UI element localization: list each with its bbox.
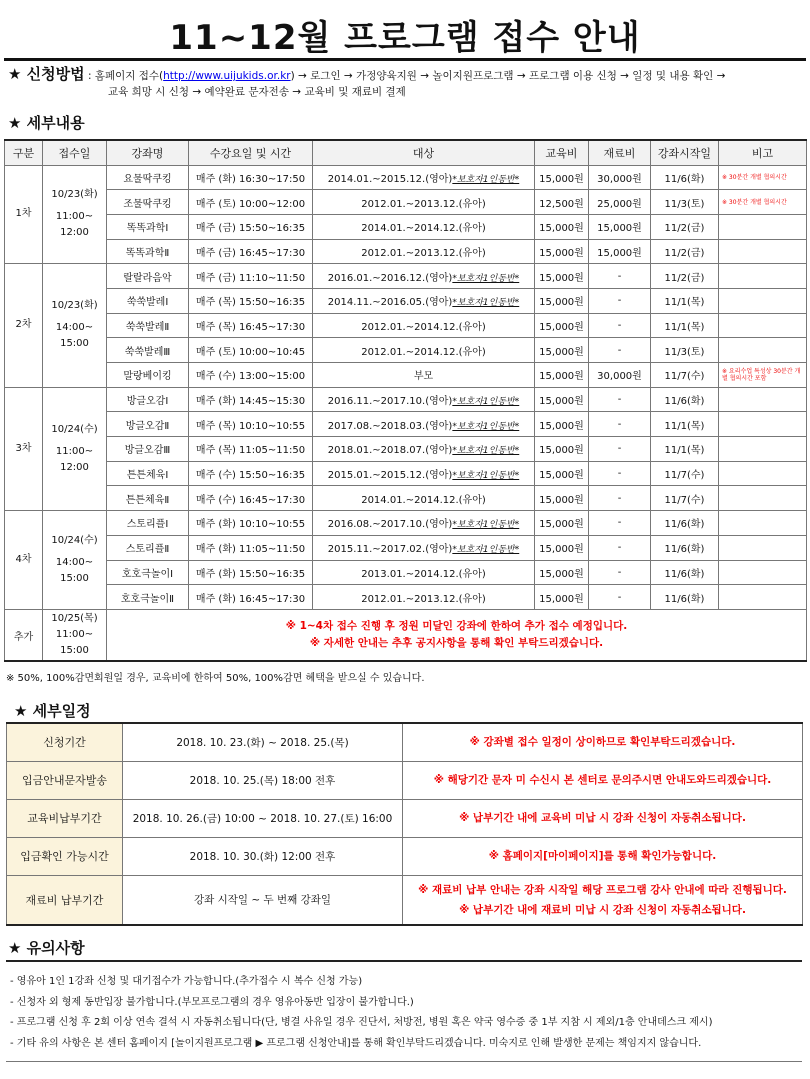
- target-text: 2016.01.~2016.12.(영아): [327, 272, 453, 284]
- guardian-note: *보호자1인동반*: [452, 520, 520, 531]
- target-cell: [313, 239, 535, 264]
- detail-header-cell: 강좌시작일: [651, 140, 719, 165]
- extra-row: [5, 609, 807, 661]
- target-cell: [313, 511, 535, 536]
- guardian-note: *보호자1인동반*: [452, 174, 520, 185]
- extra-notice-line2: ※ 자세한 안내는 추후 공지사항을 통해 확인 부탁드리겠습니다.: [309, 637, 604, 650]
- application-method: [8, 66, 808, 100]
- notes-divider: [6, 960, 802, 962]
- schedule-note: [403, 761, 803, 799]
- registration-time-to: 15:00: [60, 645, 89, 657]
- start-date-cell: 11/1(목): [651, 288, 719, 313]
- fee-cell: 15,000원: [535, 412, 589, 437]
- registration-time-to: 15:00: [60, 573, 89, 584]
- schedule-label: 교육비납부기간: [7, 799, 123, 837]
- table-row: [5, 387, 807, 412]
- course-name-cell: 똑똑과학Ⅱ: [107, 239, 189, 264]
- course-name-cell: 쑥쑥발레Ⅰ: [107, 288, 189, 313]
- schedule-value: 2018. 10. 25.(목) 18:00 전후: [123, 761, 403, 799]
- schedule-cell: 매주 (수) 15:50~16:35: [189, 461, 313, 486]
- schedule-note-line1: ※ 납부기간 내에 교육비 미납 시 강좌 신청이 자동취소됩니다.: [459, 812, 746, 824]
- schedule-cell: 매주 (화) 14:45~15:30: [189, 387, 313, 412]
- schedule-note-line1: ※ 해당기간 문자 미 수신시 본 센터로 문의주시면 안내도와드리겠습니다.: [433, 774, 772, 786]
- registration-date: 10/23(화): [51, 189, 98, 201]
- fee-cell: 15,000원: [535, 313, 589, 338]
- target-cell: [313, 165, 535, 190]
- remark-cell: [719, 387, 807, 412]
- schedule-cell: 매주 (수) 13:00~15:00: [189, 363, 313, 388]
- notes-list: [10, 972, 805, 1054]
- target-cell: [313, 190, 535, 215]
- title-divider: [4, 58, 806, 61]
- material-fee-cell: -: [589, 412, 651, 437]
- material-fee-cell: -: [589, 264, 651, 289]
- method-text-line2: 교육 희망 시 신청 → 예약완료 문자전송 → 교육비 및 재료비 결제: [108, 86, 406, 98]
- detail-header-cell: 접수일: [43, 140, 107, 165]
- material-fee-cell: 25,000원: [589, 190, 651, 215]
- fee-cell: 15,000원: [535, 437, 589, 462]
- target-text: 2015.01.~2015.12.(영아): [327, 470, 453, 482]
- schedule-note-line2: ※ 납부기간 내에 재료비 미납 시 강좌 신청이 자동취소됩니다.: [459, 903, 746, 916]
- table-row: [5, 511, 807, 536]
- schedule-row: [7, 799, 803, 837]
- schedule-cell: 매주 (화) 15:50~16:35: [189, 560, 313, 585]
- registration-time-to: 15:00: [60, 338, 89, 350]
- guardian-note: *보호자1인동반*: [452, 471, 520, 482]
- remark-text: ※ 30분간 개별 협의시간: [722, 173, 787, 181]
- detail-header-cell: 비고: [719, 140, 807, 165]
- remark-cell: [719, 190, 807, 215]
- course-name-cell: 호호극놀이Ⅰ: [107, 560, 189, 585]
- course-name-cell: 방글오감Ⅱ: [107, 412, 189, 437]
- start-date-cell: 11/6(화): [651, 387, 719, 412]
- course-name-cell: 방글오감Ⅲ: [107, 437, 189, 462]
- target-text: 2016.08.~2017.10.(영아): [327, 519, 453, 531]
- material-fee-cell: -: [589, 387, 651, 412]
- table-row: [5, 363, 807, 388]
- start-date-cell: 11/6(화): [651, 535, 719, 560]
- session-cell: 4차: [5, 511, 43, 610]
- start-date-cell: 11/7(수): [651, 363, 719, 388]
- homepage-link[interactable]: http://www.uijukids.or.kr: [163, 70, 291, 82]
- start-date-cell: 11/7(수): [651, 461, 719, 486]
- course-name-cell: 호호극놀이Ⅱ: [107, 585, 189, 610]
- table-row: [5, 437, 807, 462]
- guardian-note: *보호자1인동반*: [452, 273, 520, 284]
- remark-cell: [719, 560, 807, 585]
- remark-cell: [719, 437, 807, 462]
- page-title: 11~12월 프로그램 접수 안내: [169, 18, 641, 58]
- course-name-cell: 스토리플Ⅰ: [107, 511, 189, 536]
- course-name-cell: 요물딱쿠킹: [107, 165, 189, 190]
- table-row: [5, 313, 807, 338]
- schedule-cell: 매주 (수) 16:45~17:30: [189, 486, 313, 511]
- registration-time-to: 12:00: [60, 227, 89, 239]
- fee-cell: 12,500원: [535, 190, 589, 215]
- material-fee-cell: -: [589, 535, 651, 560]
- table-row: [5, 412, 807, 437]
- schedule-cell: 매주 (토) 10:00~12:00: [189, 190, 313, 215]
- material-fee-cell: 30,000원: [589, 363, 651, 388]
- start-date-cell: 11/1(목): [651, 313, 719, 338]
- fee-cell: 15,000원: [535, 264, 589, 289]
- remark-cell: [719, 412, 807, 437]
- registration-date: 10/24(수): [51, 535, 98, 546]
- fee-cell: 15,000원: [535, 363, 589, 388]
- remark-cell: [719, 214, 807, 239]
- schedule-note: [403, 723, 803, 761]
- schedule-value: 2018. 10. 23.(화) ~ 2018. 25.(목): [123, 723, 403, 761]
- registration-time-from: 11:00~: [55, 211, 94, 223]
- target-cell: [313, 363, 535, 388]
- schedule-note: [403, 837, 803, 875]
- target-cell: [313, 313, 535, 338]
- notes-bottom-divider: [6, 1061, 802, 1062]
- fee-cell: 15,000원: [535, 511, 589, 536]
- target-text: 2014.01.~2014.12.(유아): [361, 223, 486, 235]
- registration-time-from: 14:00~: [55, 322, 94, 334]
- table-row: [5, 461, 807, 486]
- course-name-cell: 방글오감Ⅰ: [107, 387, 189, 412]
- remark-cell: [719, 486, 807, 511]
- schedule-cell: 매주 (화) 16:30~17:50: [189, 165, 313, 190]
- schedule-cell: 매주 (화) 11:05~11:50: [189, 535, 313, 560]
- remark-cell: [719, 338, 807, 363]
- table-row: [5, 264, 807, 289]
- start-date-cell: 11/3(토): [651, 338, 719, 363]
- target-text: 부모: [413, 371, 434, 383]
- target-text: 2017.08.~2018.03.(영아): [327, 420, 453, 432]
- start-date-cell: 11/1(목): [651, 437, 719, 462]
- start-date-cell: 11/7(수): [651, 486, 719, 511]
- notes-heading: ★ 유의사항: [8, 939, 85, 957]
- material-fee-cell: -: [589, 313, 651, 338]
- schedule-cell: 매주 (목) 16:45~17:30: [189, 313, 313, 338]
- course-name-cell: 스토리플Ⅱ: [107, 535, 189, 560]
- fee-cell: 15,000원: [535, 560, 589, 585]
- note-item: - 신청자 외 형제 동반입장 불가합니다.(부모프로그램의 경우 영유아동반 입장이 불가합니다.): [10, 993, 805, 1014]
- start-date-cell: 11/6(화): [651, 511, 719, 536]
- fee-cell: 15,000원: [535, 165, 589, 190]
- table-row: [5, 239, 807, 264]
- discount-footnote: ※ 50%, 100%감면회원일 경우, 교육비에 한하여 50%, 100%감면 혜택을 받으실 수 있습니다.: [6, 673, 425, 684]
- detail-header-row: [5, 140, 807, 165]
- target-text: 2012.01.~2013.12.(유아): [361, 593, 486, 605]
- start-date-cell: 11/3(토): [651, 190, 719, 215]
- target-cell: [313, 412, 535, 437]
- target-cell: [313, 387, 535, 412]
- fee-cell: 15,000원: [535, 214, 589, 239]
- schedule-label: 입금안내문자발송: [7, 761, 123, 799]
- registration-date: 10/24(수): [51, 423, 98, 435]
- table-row: [5, 338, 807, 363]
- method-heading: ★ 신청방법: [8, 65, 85, 83]
- schedule-note-line1: ※ 강좌별 접수 일정이 상이하므로 확인부탁드리겠습니다.: [469, 736, 736, 749]
- table-row: [5, 190, 807, 215]
- course-name-cell: 튼튼체육Ⅱ: [107, 486, 189, 511]
- table-row: [5, 165, 807, 190]
- registration-date-cell: [43, 511, 107, 610]
- registration-date: 10/25(목): [51, 613, 98, 625]
- material-fee-cell: -: [589, 461, 651, 486]
- start-date-cell: 11/6(화): [651, 585, 719, 610]
- fee-cell: 15,000원: [535, 288, 589, 313]
- schedule-cell: 매주 (금) 15:50~16:35: [189, 214, 313, 239]
- schedule-cell: 매주 (금) 16:45~17:30: [189, 239, 313, 264]
- registration-date-cell: [43, 264, 107, 387]
- schedule-cell: 매주 (목) 15:50~16:35: [189, 288, 313, 313]
- schedule-cell: 매주 (목) 10:10~10:55: [189, 412, 313, 437]
- target-cell: [313, 338, 535, 363]
- remark-cell: [719, 313, 807, 338]
- extra-notice-line1: ※ 1~4차 접수 진행 후 정원 미달인 강좌에 한하여 추가 접수 예정입니다.: [285, 620, 628, 633]
- session-cell: 추가: [5, 609, 43, 661]
- target-text: 2014.01.~2015.12.(영아): [327, 173, 453, 185]
- material-fee-cell: 15,000원: [589, 214, 651, 239]
- note-item: - 영유아 1인 1강좌 신청 및 대기접수가 가능합니다.(추가접수 시 복수 신청 가능): [10, 972, 805, 993]
- target-text: 2016.11.~2017.10.(영아): [327, 396, 453, 408]
- schedule-cell: 매주 (화) 16:45~17:30: [189, 585, 313, 610]
- target-cell: [313, 437, 535, 462]
- registration-date-cell: [43, 387, 107, 510]
- session-cell: 2차: [5, 264, 43, 387]
- registration-date-cell: [43, 609, 107, 661]
- fee-cell: 15,000원: [535, 387, 589, 412]
- remark-cell: [719, 363, 807, 388]
- remark-cell: [719, 535, 807, 560]
- method-text-after: ) → 로그인 → 가정양육지원 → 놀이지원프로그램 → 프로그램 이용 신청 → 일정 및 내용 확인 →: [290, 70, 726, 82]
- remark-cell: [719, 511, 807, 536]
- registration-date: 10/23(화): [51, 300, 98, 312]
- target-cell: [313, 288, 535, 313]
- remark-cell: [719, 461, 807, 486]
- table-row: [5, 585, 807, 610]
- session-cell: 3차: [5, 387, 43, 510]
- session-cell: 1차: [5, 165, 43, 264]
- schedule-label: 신청기간: [7, 723, 123, 761]
- target-cell: [313, 461, 535, 486]
- program-detail-table: [4, 139, 807, 662]
- remark-cell: [719, 264, 807, 289]
- detail-header-cell: 대상: [313, 140, 535, 165]
- schedule-note: [403, 799, 803, 837]
- table-row: [5, 486, 807, 511]
- schedule-heading: ★ 세부일정: [14, 702, 91, 720]
- target-text: 2015.11.~2017.02.(영아): [327, 544, 453, 556]
- target-text: 2012.01.~2014.12.(유아): [361, 321, 486, 333]
- guardian-note: *보호자1인동반*: [452, 421, 520, 432]
- material-fee-cell: 30,000원: [589, 165, 651, 190]
- material-fee-cell: -: [589, 437, 651, 462]
- course-name-cell: 조물딱쿠킹: [107, 190, 189, 215]
- start-date-cell: 11/6(화): [651, 560, 719, 585]
- material-fee-cell: -: [589, 486, 651, 511]
- target-cell: [313, 535, 535, 560]
- remark-cell: [719, 239, 807, 264]
- note-item: - 프로그램 신청 후 2회 이상 연속 결석 시 자동취소됩니다(단, 병결 사유일 경우 진단서, 처방전, 병원 혹은 약국 영수증 중 1부 지참 시 제외/1층 안내데스크 제시): [10, 1013, 805, 1034]
- fee-cell: 15,000원: [535, 461, 589, 486]
- registration-time-from: 11:00~: [55, 629, 94, 641]
- table-row: [5, 560, 807, 585]
- start-date-cell: 11/6(화): [651, 165, 719, 190]
- schedule-row: [7, 723, 803, 761]
- schedule-row: [7, 837, 803, 875]
- method-text-before: : 홈페이지 접수(: [84, 70, 164, 82]
- remark-cell: [719, 585, 807, 610]
- schedule-value: 강좌 시작일 ~ 두 번째 강좌일: [123, 875, 403, 925]
- schedule-row: [7, 875, 803, 925]
- fee-cell: 15,000원: [535, 338, 589, 363]
- detail-header-cell: 강좌명: [107, 140, 189, 165]
- target-cell: [313, 585, 535, 610]
- schedule-note-line1: ※ 홈페이지[마이페이지]를 통해 확인가능합니다.: [488, 850, 717, 862]
- target-cell: [313, 264, 535, 289]
- registration-time-to: 12:00: [60, 461, 89, 473]
- extra-notice-cell: [107, 609, 807, 661]
- target-cell: [313, 214, 535, 239]
- note-item: - 기타 유의 사항은 본 센터 홈페이지 [놀이지원프로그램 ▶ 프로그램 신청안내]를 통해 확인부탁드리겠습니다. 미숙지로 인해 발생한 문제는 책임지지 않습니다.: [10, 1034, 805, 1055]
- target-cell: [313, 560, 535, 585]
- material-fee-cell: -: [589, 560, 651, 585]
- target-cell: [313, 486, 535, 511]
- guardian-note: *보호자1인동반*: [452, 446, 520, 457]
- schedule-note: [403, 875, 803, 925]
- start-date-cell: 11/2(금): [651, 264, 719, 289]
- schedule-label: 입금확인 가능시간: [7, 837, 123, 875]
- target-text: 2012.01.~2013.12.(유아): [361, 198, 486, 210]
- table-row: [5, 535, 807, 560]
- schedule-row: [7, 761, 803, 799]
- material-fee-cell: -: [589, 338, 651, 363]
- fee-cell: 15,000원: [535, 585, 589, 610]
- schedule-table: [6, 722, 803, 926]
- remark-text: ※ 요리수업 특성상 30분간 개별 협의시간 포함: [722, 367, 801, 382]
- detail-header-cell: 수강요일 및 시간: [189, 140, 313, 165]
- course-name-cell: 튼튼체육Ⅰ: [107, 461, 189, 486]
- material-fee-cell: 15,000원: [589, 239, 651, 264]
- schedule-value: 2018. 10. 26.(금) 10:00 ~ 2018. 10. 27.(토) 16:00: [123, 799, 403, 837]
- schedule-value: 2018. 10. 30.(화) 12:00 전후: [123, 837, 403, 875]
- detail-header-cell: 교육비: [535, 140, 589, 165]
- course-name-cell: 쑥쑥발레Ⅱ: [107, 313, 189, 338]
- material-fee-cell: -: [589, 288, 651, 313]
- remark-cell: [719, 165, 807, 190]
- fee-cell: 15,000원: [535, 486, 589, 511]
- schedule-cell: 매주 (금) 11:10~11:50: [189, 264, 313, 289]
- remark-text: ※ 30분간 개별 협의시간: [722, 198, 787, 206]
- course-name-cell: 랄랄라음악: [107, 264, 189, 289]
- schedule-cell: 매주 (목) 11:05~11:50: [189, 437, 313, 462]
- target-text: 2018.01.~2018.07.(영아): [327, 445, 453, 457]
- target-text: 2013.01.~2014.12.(유아): [361, 568, 486, 580]
- registration-date-cell: [43, 165, 107, 264]
- schedule-note-line1: ※ 재료비 납부 안내는 강좌 시작일 해당 프로그램 강사 안내에 따라 진행됩니다.: [418, 883, 787, 896]
- course-name-cell: 똑똑과학Ⅰ: [107, 214, 189, 239]
- target-text: 2014.01.~2014.12.(유아): [361, 494, 486, 506]
- fee-cell: 15,000원: [535, 535, 589, 560]
- course-name-cell: 말랑베이킹: [107, 363, 189, 388]
- guardian-note: *보호자1인동반*: [452, 298, 520, 309]
- start-date-cell: 11/2(금): [651, 239, 719, 264]
- target-text: 2012.01.~2013.12.(유아): [361, 247, 486, 259]
- guardian-note: *보호자1인동반*: [452, 397, 520, 408]
- material-fee-cell: -: [589, 585, 651, 610]
- schedule-cell: 매주 (화) 10:10~10:55: [189, 511, 313, 536]
- detail-header-cell: 재료비: [589, 140, 651, 165]
- target-text: 2014.11.~2016.05.(영아): [327, 297, 453, 309]
- target-text: 2012.01.~2014.12.(유아): [361, 346, 486, 358]
- course-name-cell: 쑥쑥발레Ⅲ: [107, 338, 189, 363]
- schedule-cell: 매주 (토) 10:00~10:45: [189, 338, 313, 363]
- table-row: [5, 288, 807, 313]
- registration-time-from: 14:00~: [55, 557, 94, 568]
- start-date-cell: 11/2(금): [651, 214, 719, 239]
- detail-header-cell: 구분: [5, 140, 43, 165]
- remark-cell: [719, 288, 807, 313]
- table-row: [5, 214, 807, 239]
- material-fee-cell: -: [589, 511, 651, 536]
- schedule-label: 재료비 납부기간: [7, 875, 123, 925]
- detail-heading: ★ 세부내용: [8, 114, 85, 132]
- guardian-note: *보호자1인동반*: [452, 545, 520, 556]
- fee-cell: 15,000원: [535, 239, 589, 264]
- start-date-cell: 11/1(목): [651, 412, 719, 437]
- registration-time-from: 11:00~: [55, 445, 94, 457]
